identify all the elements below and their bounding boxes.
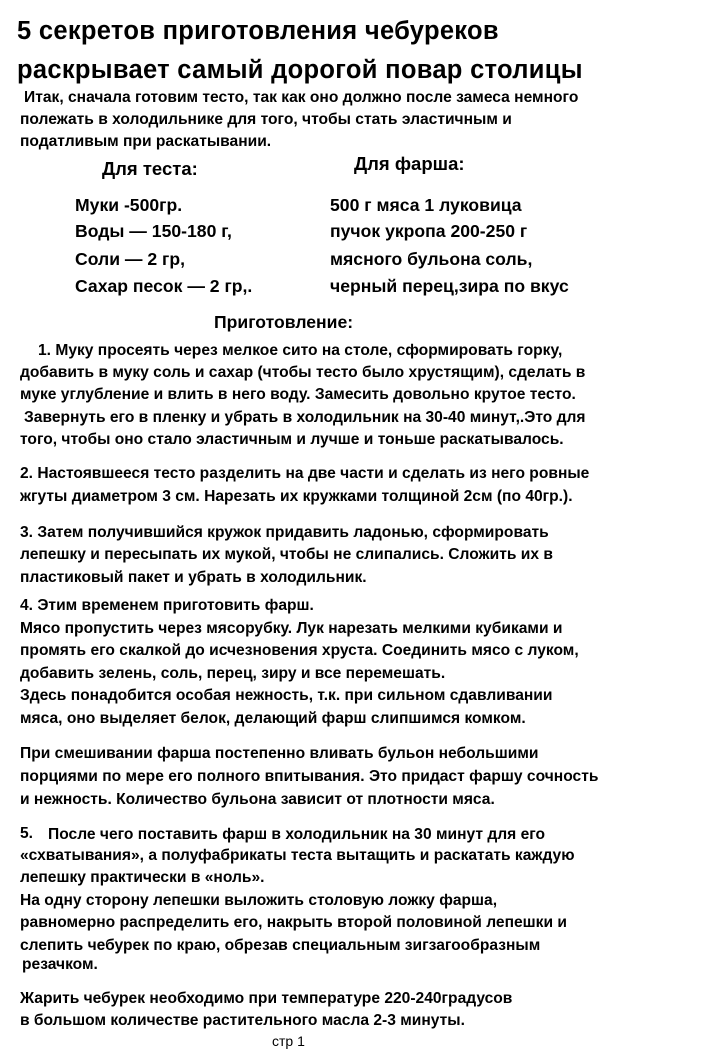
step-1-line: 1. Муку просеять через мелкое сито на столе, сформировать горку,	[38, 342, 563, 359]
intro-line-3: податливым при раскатывании.	[20, 133, 272, 150]
dough-item: Воды — 150-180 г,	[75, 221, 232, 241]
step-5-line: равномерно распределить его, накрыть второй половиной лепешки и	[20, 914, 567, 931]
step-1-line: муке углубление и влить в него воду. Замесить довольно крутое тесто.	[20, 386, 576, 403]
step-5-line: резачком.	[22, 956, 98, 973]
filling-item: мясного бульона соль,	[330, 249, 533, 269]
step-4-broth-line: и нежность. Количество бульона зависит от плотности мяса.	[20, 791, 495, 808]
step-5-line: «схватывания», а полуфабрикаты теста вытащить и раскатать каждую	[20, 847, 575, 864]
step-4-line: Здесь понадобится особая нежность, т.к. при сильном сдавливании	[20, 687, 553, 704]
step-3-line: лепешку и пересыпать их мукой, чтобы не слипались. Сложить их в	[20, 546, 553, 563]
page-title-line-2: раскрывает самый дорогой повар столицы	[17, 56, 583, 84]
step-5-line: После чего поставить фарш в холодильник на 30 минут для его	[48, 826, 546, 843]
dough-heading: Для теста:	[102, 158, 198, 179]
step-2-line: жгуты диаметром 3 см. Нарезать их кружками толщиной 2см (по 40гр.).	[20, 488, 573, 505]
step-4-broth-line: При смешивании фарша постепенно вливать бульон небольшими	[20, 745, 539, 762]
intro-line-2: полежать в холодильнике для того, чтобы стать эластичным и	[20, 111, 512, 128]
page-title-line-1: 5 секретов приготовления чебуреков	[17, 17, 499, 45]
step-5-number: 5.	[20, 825, 34, 842]
step-2-line: 2. Настоявшееся тесто разделить на две части и сделать из него ровные	[20, 465, 590, 482]
page-number: стр 1	[272, 1033, 305, 1049]
step-3-line: 3. Затем получившийся кружок придавить ладонью, сформировать	[20, 524, 549, 541]
step-1-line: Завернуть его в пленку и убрать в холодильник на 30-40 минут,.Это для	[24, 409, 586, 426]
frying-line: в большом количестве растительного масла 2-3 минуты.	[20, 1012, 465, 1029]
preparation-heading: Приготовление:	[214, 312, 354, 332]
step-5-line: слепить чебурек по краю, обрезав специальным зигзагообразным	[20, 937, 541, 954]
filling-item: пучок укропа 200-250 г	[330, 221, 528, 241]
filling-item: черный перец,зира по вкус	[330, 276, 569, 296]
step-4-line: промять его скалкой до исчезновения хруста. Соединить мясо с луком,	[20, 642, 579, 659]
step-4-line: добавить зелень, соль, перец, зиру и все перемешать.	[20, 665, 446, 682]
step-4-line: Мясо пропустить через мясорубку. Лук нарезать мелкими кубиками и	[20, 620, 563, 637]
filling-heading: Для фарша:	[354, 153, 465, 174]
step-5-line: лепешку практически в «ноль».	[20, 869, 265, 886]
step-4-line: 4. Этим временем приготовить фарш.	[20, 597, 314, 614]
step-4-broth-line: порциями по мере его полного впитывания. Это придаст фаршу сочность	[20, 768, 599, 785]
step-5-line: На одну сторону лепешки выложить столовую ложку фарша,	[20, 892, 498, 909]
step-3-line: пластиковый пакет и убрать в холодильник.	[20, 569, 367, 586]
intro-line-1: Итак, сначала готовим тесто, так как оно должно после замеса немного	[24, 89, 579, 106]
dough-item: Муки -500гр.	[75, 195, 183, 215]
frying-line: Жарить чебурек необходимо при температуре 220-240градусов	[20, 990, 513, 1007]
step-1-line: добавить в муку соль и сахар (чтобы тесто было хрустящим), сделать в	[20, 364, 586, 381]
dough-item: Сахар песок — 2 гр,.	[75, 276, 253, 296]
dough-item: Соли — 2 гр,	[75, 249, 186, 269]
step-1-line: того, чтобы оно стало эластичным и лучше и тоньше раскатывалось.	[20, 431, 564, 448]
step-4-line: мяса, оно выделяет белок, делающий фарш слипшимся комком.	[20, 710, 526, 727]
filling-item: 500 г мяса 1 луковица	[330, 195, 522, 215]
